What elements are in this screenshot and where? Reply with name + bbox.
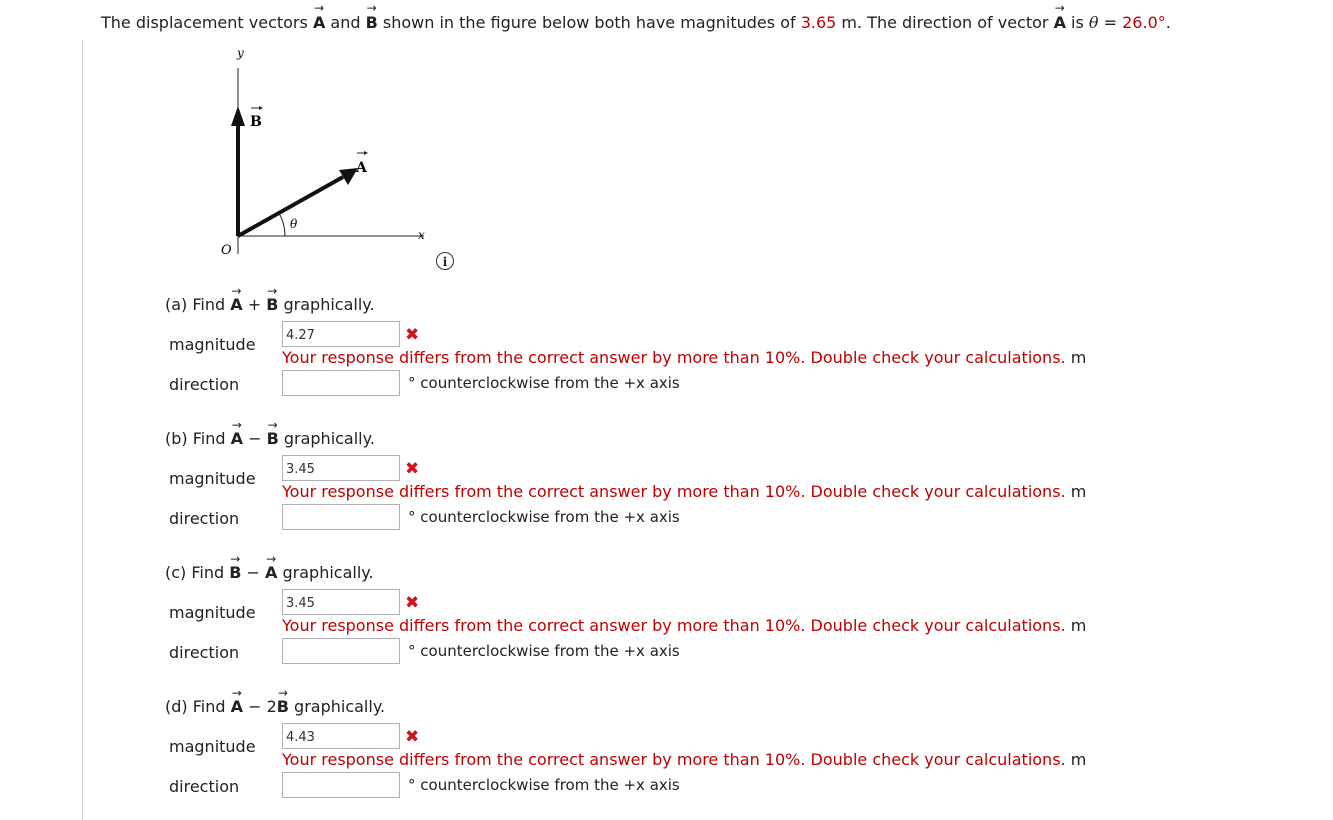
magnitude-label: magnitude bbox=[169, 335, 256, 354]
part-d-magnitude-input[interactable] bbox=[282, 723, 400, 749]
vector-symbol: → B bbox=[229, 563, 241, 582]
vector-figure bbox=[212, 42, 472, 277]
direction-label: direction bbox=[169, 375, 240, 394]
operator: − bbox=[241, 563, 266, 582]
part-d-title bbox=[165, 697, 385, 716]
direction-label: direction bbox=[169, 643, 240, 662]
vector-a-symbol: → A bbox=[1054, 13, 1066, 32]
vector-a-label: A bbox=[356, 160, 367, 176]
part-c-direction-input[interactable] bbox=[282, 638, 400, 664]
magnitude-label: magnitude bbox=[169, 737, 256, 756]
part-title-text: (a) Find bbox=[165, 295, 231, 314]
angle-value: 26.0° bbox=[1122, 13, 1166, 32]
part-a-title bbox=[165, 295, 375, 314]
vector-symbol: → B bbox=[267, 429, 279, 448]
vector-symbol: → B bbox=[266, 295, 278, 314]
unit-label: m bbox=[1070, 750, 1087, 769]
part-b-magnitude-input[interactable] bbox=[282, 455, 400, 481]
part-a bbox=[165, 295, 1165, 405]
left-divider bbox=[82, 40, 83, 820]
direction-unit-label: ° counterclockwise from the +x axis bbox=[408, 508, 680, 526]
info-icon[interactable]: i bbox=[436, 252, 454, 270]
theta-arc bbox=[279, 213, 285, 236]
part-d-direction-input[interactable] bbox=[282, 772, 400, 798]
intro-text: and bbox=[325, 13, 366, 32]
problem-statement bbox=[101, 13, 1171, 32]
part-c-feedback bbox=[282, 616, 1086, 635]
part-b-title bbox=[165, 429, 375, 448]
intro-text: is bbox=[1065, 13, 1089, 32]
part-c bbox=[165, 563, 1165, 673]
feedback-message: Your response differs from the correct answer by more than 10%. Double check your calculations. bbox=[282, 616, 1066, 635]
vector-symbol: → A bbox=[231, 429, 243, 448]
part-c-title bbox=[165, 563, 374, 582]
vector-a-label-arrowhead bbox=[364, 151, 368, 155]
vector-b-symbol: → B bbox=[366, 13, 378, 32]
vector-symbol: → A bbox=[231, 697, 243, 716]
direction-unit-label: ° counterclockwise from the +x axis bbox=[408, 776, 680, 794]
vector-symbol: → A bbox=[230, 295, 242, 314]
operator: − bbox=[242, 429, 267, 448]
operator: + bbox=[242, 295, 267, 314]
part-a-magnitude-input[interactable] bbox=[282, 321, 400, 347]
part-d-feedback bbox=[282, 750, 1086, 769]
feedback-message: Your response differs from the correct answer by more than 10%. Double check your calculations. bbox=[282, 750, 1066, 769]
part-c-magnitude-input[interactable] bbox=[282, 589, 400, 615]
intro-text: The displacement vectors bbox=[101, 13, 313, 32]
part-title-text: graphically. bbox=[277, 563, 374, 582]
operator: − bbox=[242, 697, 267, 716]
part-b-feedback bbox=[282, 482, 1086, 501]
feedback-message: Your response differs from the correct answer by more than 10%. Double check your calculations. bbox=[282, 348, 1066, 367]
part-a-direction-input[interactable] bbox=[282, 370, 400, 396]
part-b-direction-input[interactable] bbox=[282, 504, 400, 530]
incorrect-x-icon: ✖ bbox=[405, 325, 420, 345]
part-title-text: (d) Find bbox=[165, 697, 231, 716]
vector-symbol: → A bbox=[265, 563, 277, 582]
intro-text: shown in the figure below both have magnitudes of bbox=[377, 13, 801, 32]
vector-b-arrowhead bbox=[231, 106, 245, 126]
part-title-text: graphically. bbox=[288, 697, 386, 716]
magnitude-label: magnitude bbox=[169, 603, 256, 622]
unit-label: m bbox=[1070, 348, 1087, 367]
intro-text: = bbox=[1098, 13, 1123, 32]
part-title-text: (b) Find bbox=[165, 429, 231, 448]
direction-unit-label: ° counterclockwise from the +x axis bbox=[408, 642, 680, 660]
feedback-message: Your response differs from the correct answer by more than 10%. Double check your calculations. bbox=[282, 482, 1066, 501]
incorrect-x-icon: ✖ bbox=[405, 459, 420, 479]
direction-label: direction bbox=[169, 777, 240, 796]
part-title-text: (c) Find bbox=[165, 563, 230, 582]
direction-unit-label: ° counterclockwise from the +x axis bbox=[408, 374, 680, 392]
vector-b-label: B bbox=[250, 114, 262, 130]
unit-label: m bbox=[1070, 616, 1087, 635]
part-b bbox=[165, 429, 1165, 539]
theta-symbol: θ bbox=[1088, 13, 1099, 32]
intro-text: . bbox=[1165, 13, 1171, 32]
direction-label: direction bbox=[169, 509, 240, 528]
part-a-feedback bbox=[282, 348, 1086, 367]
unit-label: m bbox=[1070, 482, 1087, 501]
incorrect-x-icon: ✖ bbox=[405, 593, 420, 613]
origin-label: O bbox=[221, 243, 232, 258]
x-axis-label: x bbox=[418, 228, 425, 242]
part-title-text: graphically. bbox=[278, 429, 375, 448]
theta-label: θ bbox=[290, 217, 298, 231]
y-axis-label: y bbox=[237, 46, 244, 60]
vector-symbol: → B bbox=[277, 697, 289, 716]
incorrect-x-icon: ✖ bbox=[405, 727, 420, 747]
magnitude-label: magnitude bbox=[169, 469, 256, 488]
vector-b-label-arrowhead bbox=[259, 106, 263, 110]
intro-text: m. The direction of vector bbox=[836, 13, 1054, 32]
coefficient: 2 bbox=[266, 697, 277, 716]
magnitude-value: 3.65 bbox=[800, 13, 837, 32]
part-title-text: graphically. bbox=[278, 295, 375, 314]
part-d bbox=[165, 697, 1165, 807]
vector-a-symbol: → A bbox=[313, 13, 325, 32]
